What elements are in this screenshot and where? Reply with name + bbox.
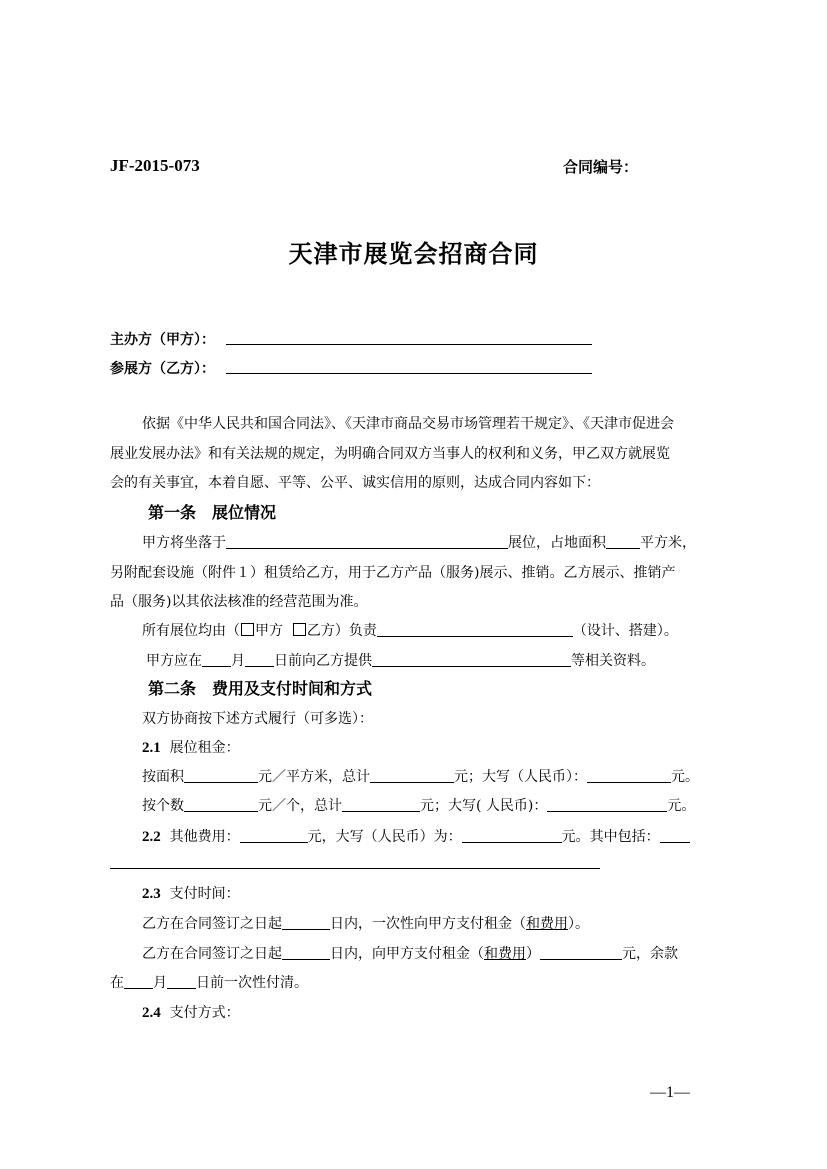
text: 展位，占地面积 (508, 535, 606, 551)
party-b-label: 参展方（乙方）： (110, 361, 215, 377)
text: 元。 (667, 798, 696, 814)
text: 元；大写( 人民币)： (420, 798, 548, 814)
text: 按面积 (142, 769, 184, 785)
article-1-heading: 第一条 展位情况 (148, 503, 277, 522)
art1-line-2: 另附配套设施（附件１）租赁给乙方，用于乙方产品（服务)展示、推销。乙方展示、推销产 (110, 565, 676, 581)
art1-line-5 (146, 650, 655, 670)
contract-number-label: 合同编号： (563, 158, 639, 176)
materials-blank (372, 652, 571, 667)
checkbox-party-a[interactable] (241, 623, 254, 636)
section-number: 2.4 (142, 1005, 161, 1021)
text: 元。其中包括： (561, 829, 660, 845)
text: 日前向乙方提供 (274, 653, 372, 669)
text: 乙方在合同签订之日起 (142, 946, 282, 962)
text: ）。 (568, 916, 589, 932)
text: 月 (231, 653, 245, 669)
checkbox-party-b[interactable] (293, 623, 306, 636)
text: 元。 (671, 769, 699, 785)
section-number: 2.3 (142, 886, 161, 902)
text: 日内，一次性向甲方支付租金（ (330, 916, 526, 932)
text: ） (526, 946, 540, 962)
total-blank (370, 768, 454, 783)
art1-line-4 (142, 620, 678, 640)
month-blank (124, 974, 153, 989)
payment-line-1 (142, 913, 589, 933)
fee-blank (240, 828, 308, 843)
party-a-label: 主办方（甲方）： (110, 332, 215, 348)
rent-by-area-line (142, 766, 699, 786)
text: 元／平方米，总计 (258, 769, 370, 785)
article-2-heading: 第二条 费用及支付时间和方式 (148, 679, 373, 698)
price-blank (184, 797, 258, 812)
payment-line-2 (142, 943, 678, 963)
text: 元，大写（人民币）为： (307, 829, 462, 845)
day-blank (245, 652, 274, 667)
location-blank (226, 534, 508, 549)
contract-code: JF-2015-073 (110, 156, 200, 175)
includes-continuation-blank (110, 868, 600, 869)
page-title: 天津市展览会招商合同 (288, 239, 539, 268)
text: 乙方）负责 (306, 623, 377, 639)
text: 所有展位均由（ (142, 623, 240, 639)
days-blank (282, 915, 330, 930)
responsibility-blank (377, 622, 573, 637)
text: 甲方将坐落于 (142, 535, 226, 551)
text: 按个数 (142, 798, 184, 814)
text: 和费用 (484, 946, 526, 962)
intro-line-1: 依据《中华人民共和国合同法》、《天津市商品交易市场管理若干规定》、《天津市促进会 (142, 416, 674, 432)
rent-by-count-line (142, 795, 695, 815)
fee-words-blank (462, 828, 562, 843)
text: 月 (153, 975, 167, 991)
section-2-4 (142, 1002, 240, 1022)
amount-blank (540, 945, 622, 960)
text: 甲方 (255, 623, 283, 639)
section-number: 2.1 (142, 740, 161, 756)
text: 日内，向甲方支付租金（ (330, 946, 484, 962)
text: 和费用 (526, 916, 568, 932)
amount-words-blank (547, 797, 667, 812)
total-blank (342, 797, 420, 812)
intro-line-2: 展业发展办法》和有关法规的规定，为明确合同双方当事人的权利和义务，甲乙双方就展览 (110, 446, 670, 462)
days-blank (282, 945, 330, 960)
party-b-blank (226, 373, 592, 374)
text: 平方米， (640, 535, 696, 551)
intro-line-3: 会的有关事宜，本着自愿、平等、公平、诚实信用的原则，达成合同内容如下： (110, 475, 600, 491)
section-number: 2.2 (142, 829, 161, 845)
text: 在 (110, 975, 124, 991)
art1-line-3: 品（服务)以其依法核准的经营范围为准。 (110, 594, 368, 610)
month-blank (202, 652, 231, 667)
text: （设计、搭建）。 (572, 623, 678, 639)
text: 等相关资料。 (571, 653, 655, 669)
text: 支付时间： (169, 886, 240, 902)
text: 其他费用： (169, 829, 240, 845)
text: 元；大写（人民币）： (454, 769, 587, 785)
party-a-blank (226, 344, 592, 345)
amount-words-blank (587, 768, 671, 783)
section-2-2 (142, 826, 690, 846)
section-2-3 (142, 883, 240, 903)
text: 日前一次性付清。 (196, 975, 308, 991)
text: 支付方式： (169, 1005, 240, 1021)
text: 元，余款 (622, 946, 678, 962)
art2-line-1: 双方协商按下述方式履行（可多选）： (142, 711, 373, 727)
section-2-1 (142, 737, 240, 757)
text: 展位租金： (169, 740, 240, 756)
includes-blank (660, 828, 690, 843)
text: 元／个，总计 (258, 798, 342, 814)
day-blank (167, 974, 196, 989)
payment-line-3 (110, 972, 308, 992)
art1-line-1 (142, 532, 696, 552)
text: 甲方应在 (146, 653, 202, 669)
text: 乙方在合同签订之日起 (142, 916, 282, 932)
page-number: —1— (650, 1084, 690, 1101)
price-blank (184, 768, 258, 783)
area-blank (606, 534, 640, 549)
